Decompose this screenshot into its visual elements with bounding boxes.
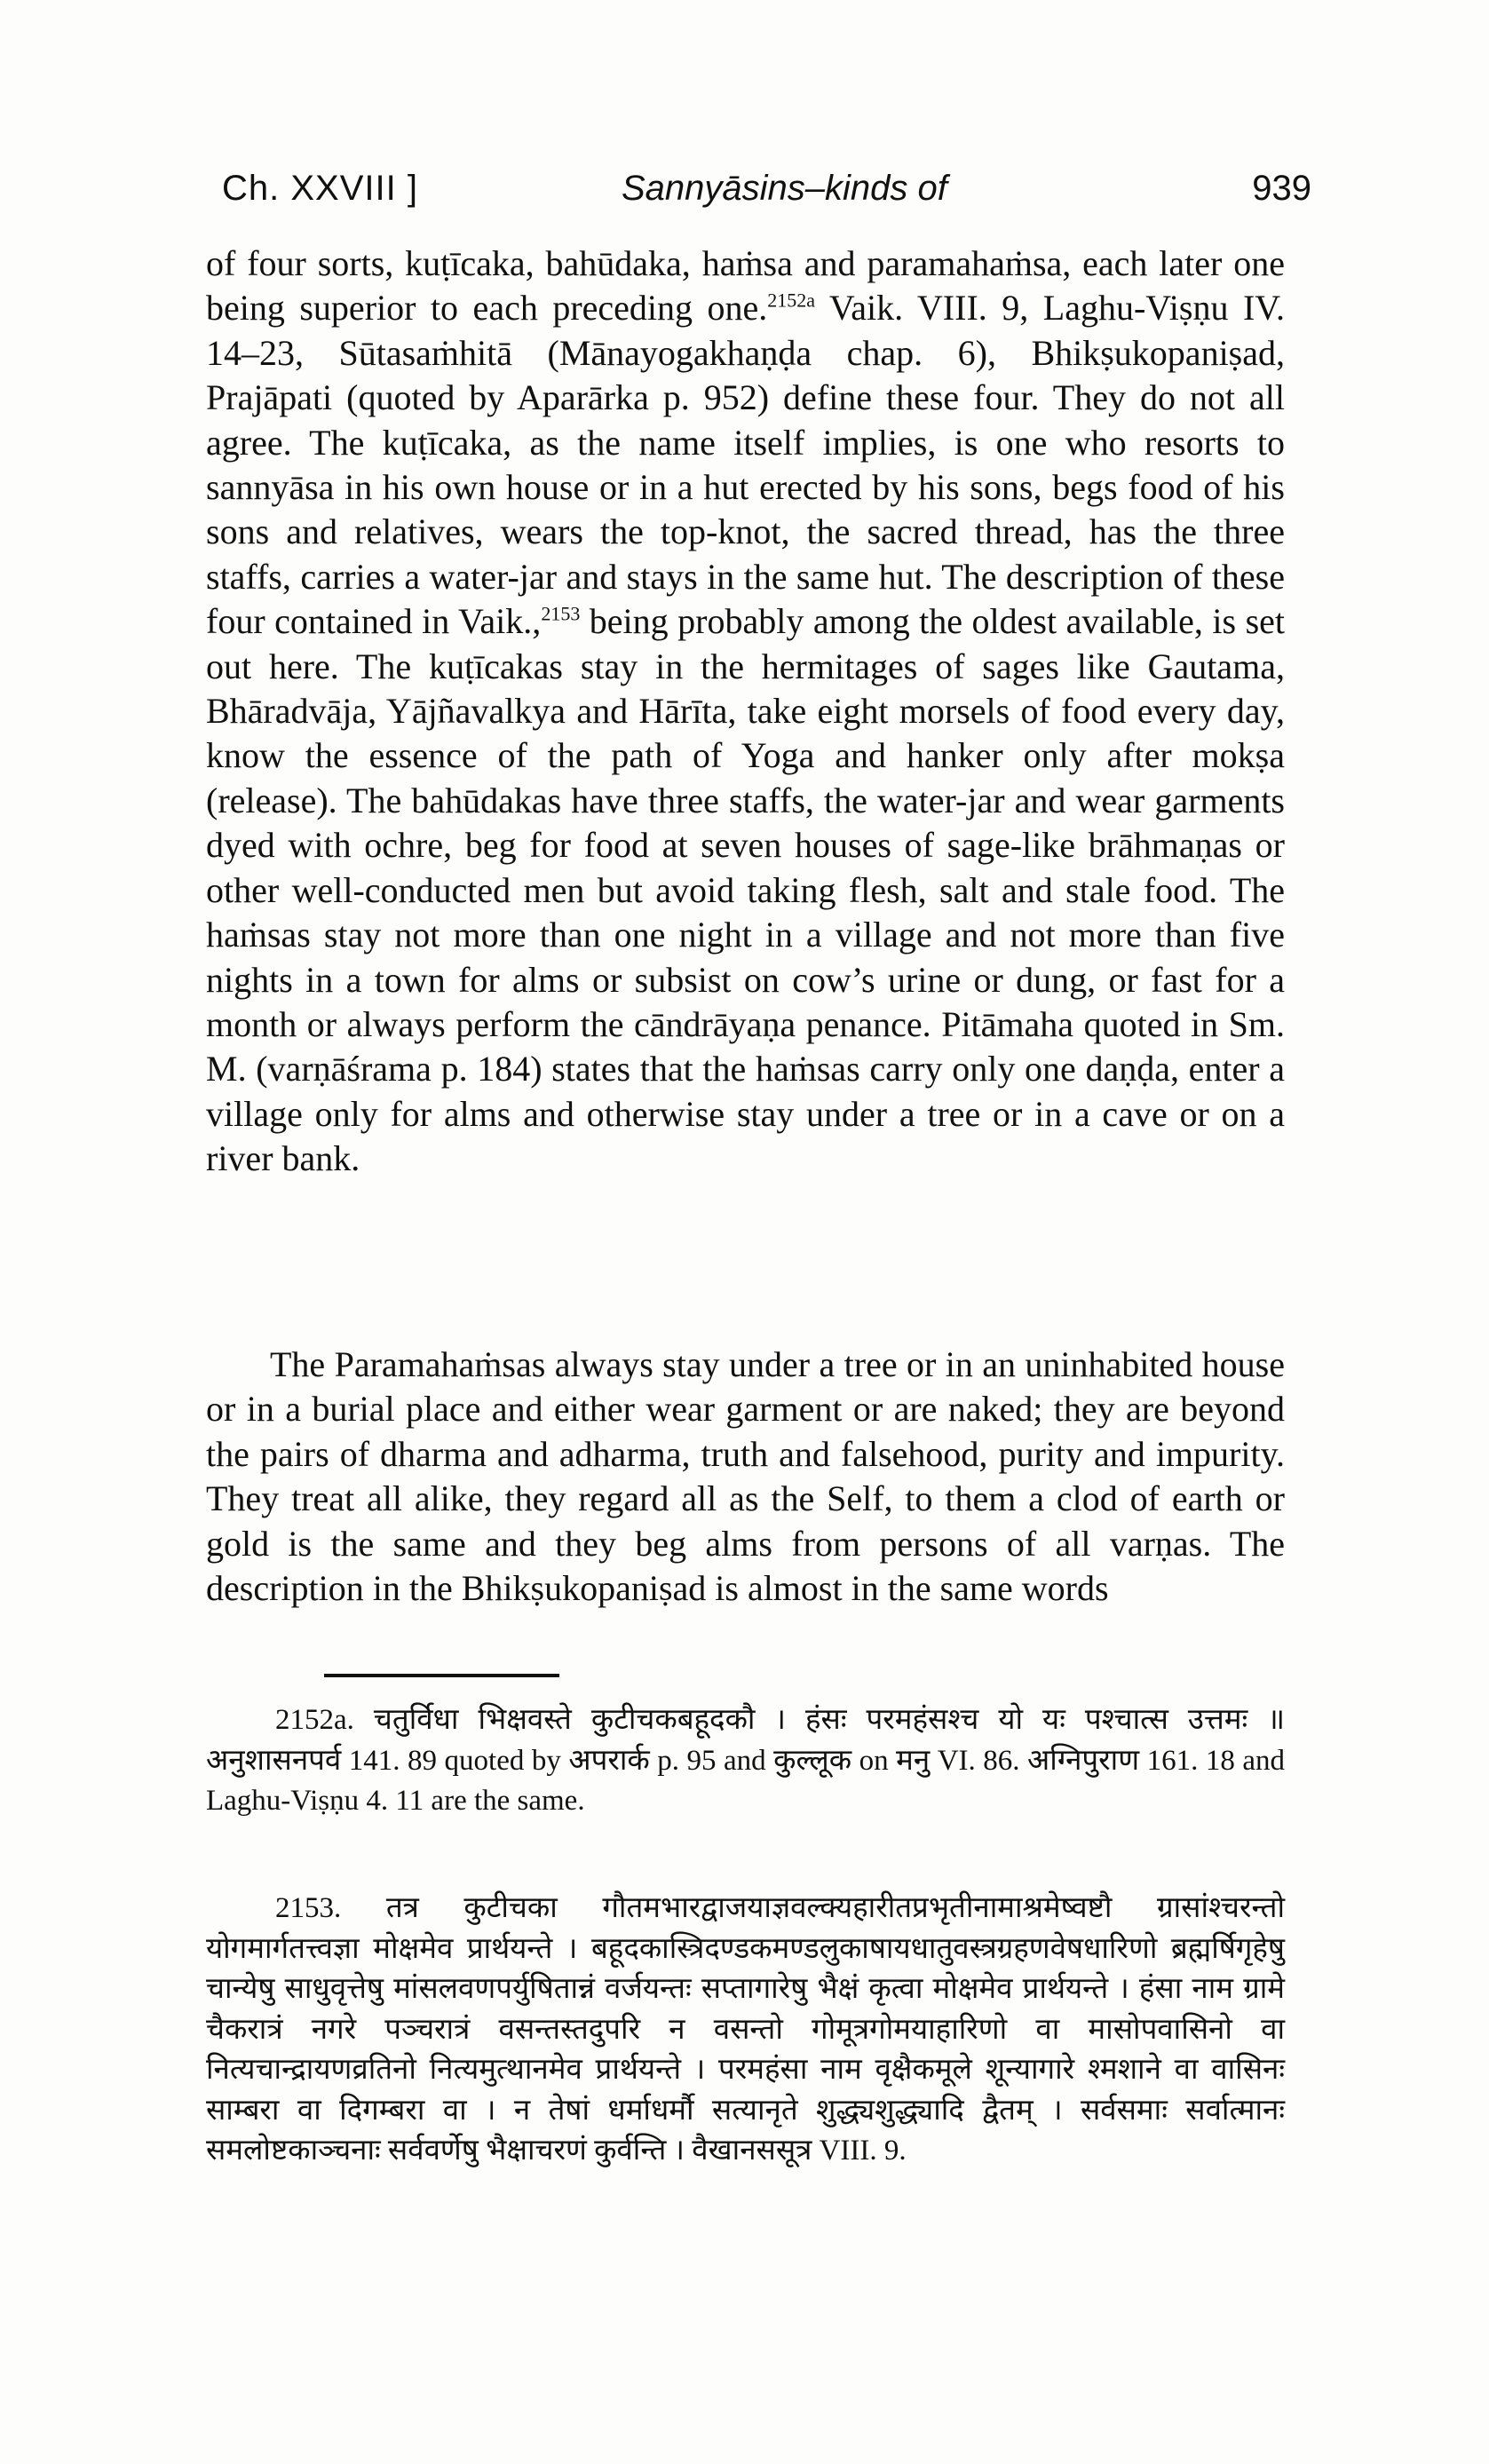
footnote-label: 2153. [275, 1892, 342, 1924]
footnote-text: चतुर्विधा भिक्षवस्ते कुटीचकबहूदकौ । हंसः परमहंसश्च यो यः पश्चात्स उत्तमः ॥ अनुशासनपर्व 141. 89 quoted by अपरार्क p. 95 and कुल्लूक on मनु VI. 86. अग्निपुराण 161. 18 and Laghu-Viṣṇu 4. 11 are the same. [206, 1704, 1285, 1817]
footnote-2152a [206, 1700, 1285, 1822]
footnote-2153 [206, 1889, 1285, 2172]
paragraph-text: of four sorts, kuṭīcaka, bahūdaka, haṁsa and paramahaṁsa, each later one being superior to each preceding one. [206, 243, 1285, 329]
running-header [0, 158, 1489, 220]
footnote-label: 2152a. [275, 1704, 354, 1736]
body-paragraph-2: The Paramahaṁsas always stay under a tree or in an uninhabited house or in a burial place and either wear garment or are naked; they are beyond the pairs of dharma and adharma, truth and falsehood, purity and impurity. They treat all alike, they regard all as the Self, to them a clod of earth or gold is the same and they beg alms from persons of all varṇas. The description in the Bhikṣukopaniṣad is almost in the same words [206, 1344, 1285, 1609]
footnote-ref-2152a[interactable]: 2152a [767, 289, 816, 313]
chapter-label: Ch. XXVIII ] [222, 169, 418, 208]
body-paragraph-1 [206, 242, 1285, 1182]
paragraph-text: being probably among the oldest available, is set out here. The kuṭīcakas stay in the hermitages of sages like Gautama, Bhāradvāja, Yājñavalkya and Hārīta, take eight morsels of food every day, know the essence of the path of Yoga and hanker only after mokṣa (release). The bahūdakas have three staffs, the water-jar and wear garments dyed with ochre, beg for food at seven houses of sage-like brāhmaṇas or other well-conducted men but avoid taking flesh, salt and stale food. The haṁsas stay not more than one night in a village and not more than five nights in a town for alms or subsist on cow’s urine or dung, or fast for a month or always perform the cāndrāyaṇa penance. Pitāmaha quoted in Sm. M. (varṇāśrama p. 184) states that the haṁsas carry only one daṇḍa, enter a village only for alms and otherwise stay under a tree or in a cave or on a river bank. [206, 601, 1286, 1179]
paragraph-text: Vaik. VIII. 9, Laghu-Viṣṇu IV. 14–23, Sūtasaṁhitā (Mānayogakhaṇḍa chap. 6), Bhikṣukopaniṣad, Prajāpati (quoted by Aparārka p. 952) define these four. They do not all agree. The kuṭīcaka, as the name itself implies, is one who resorts to sannyāsa in his own house or in a hut erected by his sons, begs food of his sons and relatives, wears the top-knot, the sacred thread, has the three staffs, carries a water-jar and stays in the same hut. The description of these four contained in Vaik., [206, 288, 1285, 642]
footnote-separator [324, 1674, 559, 1677]
running-title: Sannyāsins–kinds of [622, 169, 947, 208]
footnote-ref-2153[interactable]: 2153 [541, 602, 581, 625]
footnote-text: तत्र कुटीचका गौतमभारद्वाजयाज्ञवल्क्यहारीतप्रभृतीनामाश्रमेष्वष्टौ ग्रासांश्चरन्तो योगमार्गतत्त्वज्ञा मोक्षमेव प्रार्थयन्ते । बहूदकास्त्रिदण्डकमण्डलुकाषायधातुवस्त्रग्रहणवेषधारिणो ब्रह्मर्षिगृहेषु चान्येषु साधुवृत्तेषु मांसलवणपर्युषितान्नं वर्जयन्तः सप्तागारेषु भैक्षं कृत्वा मोक्षमेव प्रार्थयन्ते । हंसा नाम ग्रामे चैकरात्रं नगरे पञ्चरात्रं वसन्तस्तदुपरि न वसन्तो गोमूत्रगोमयाहारिणो वा मासोपवासिनो वा नित्यचान्द्रायणव्रतिनो नित्यमुत्थानमेव प्रार्थयन्ते । परमहंसा नाम वृक्षैकमूले शून्यागारे श्मशाने वा वासिनः साम्बरा वा दिगम्बरा वा । न तेषां धर्माधर्मौ सत्यानृते शुद्ध्यशुद्ध्यादि द्वैतम् । सर्वसमाः सर्वात्मानः समलोष्टकाञ्चनाः सर्ववर्णेषु भैक्षाचरणं कुर्वन्ति । वैखानससूत्र VIII. 9. [206, 1892, 1285, 2167]
page-number: 939 [1252, 169, 1311, 208]
